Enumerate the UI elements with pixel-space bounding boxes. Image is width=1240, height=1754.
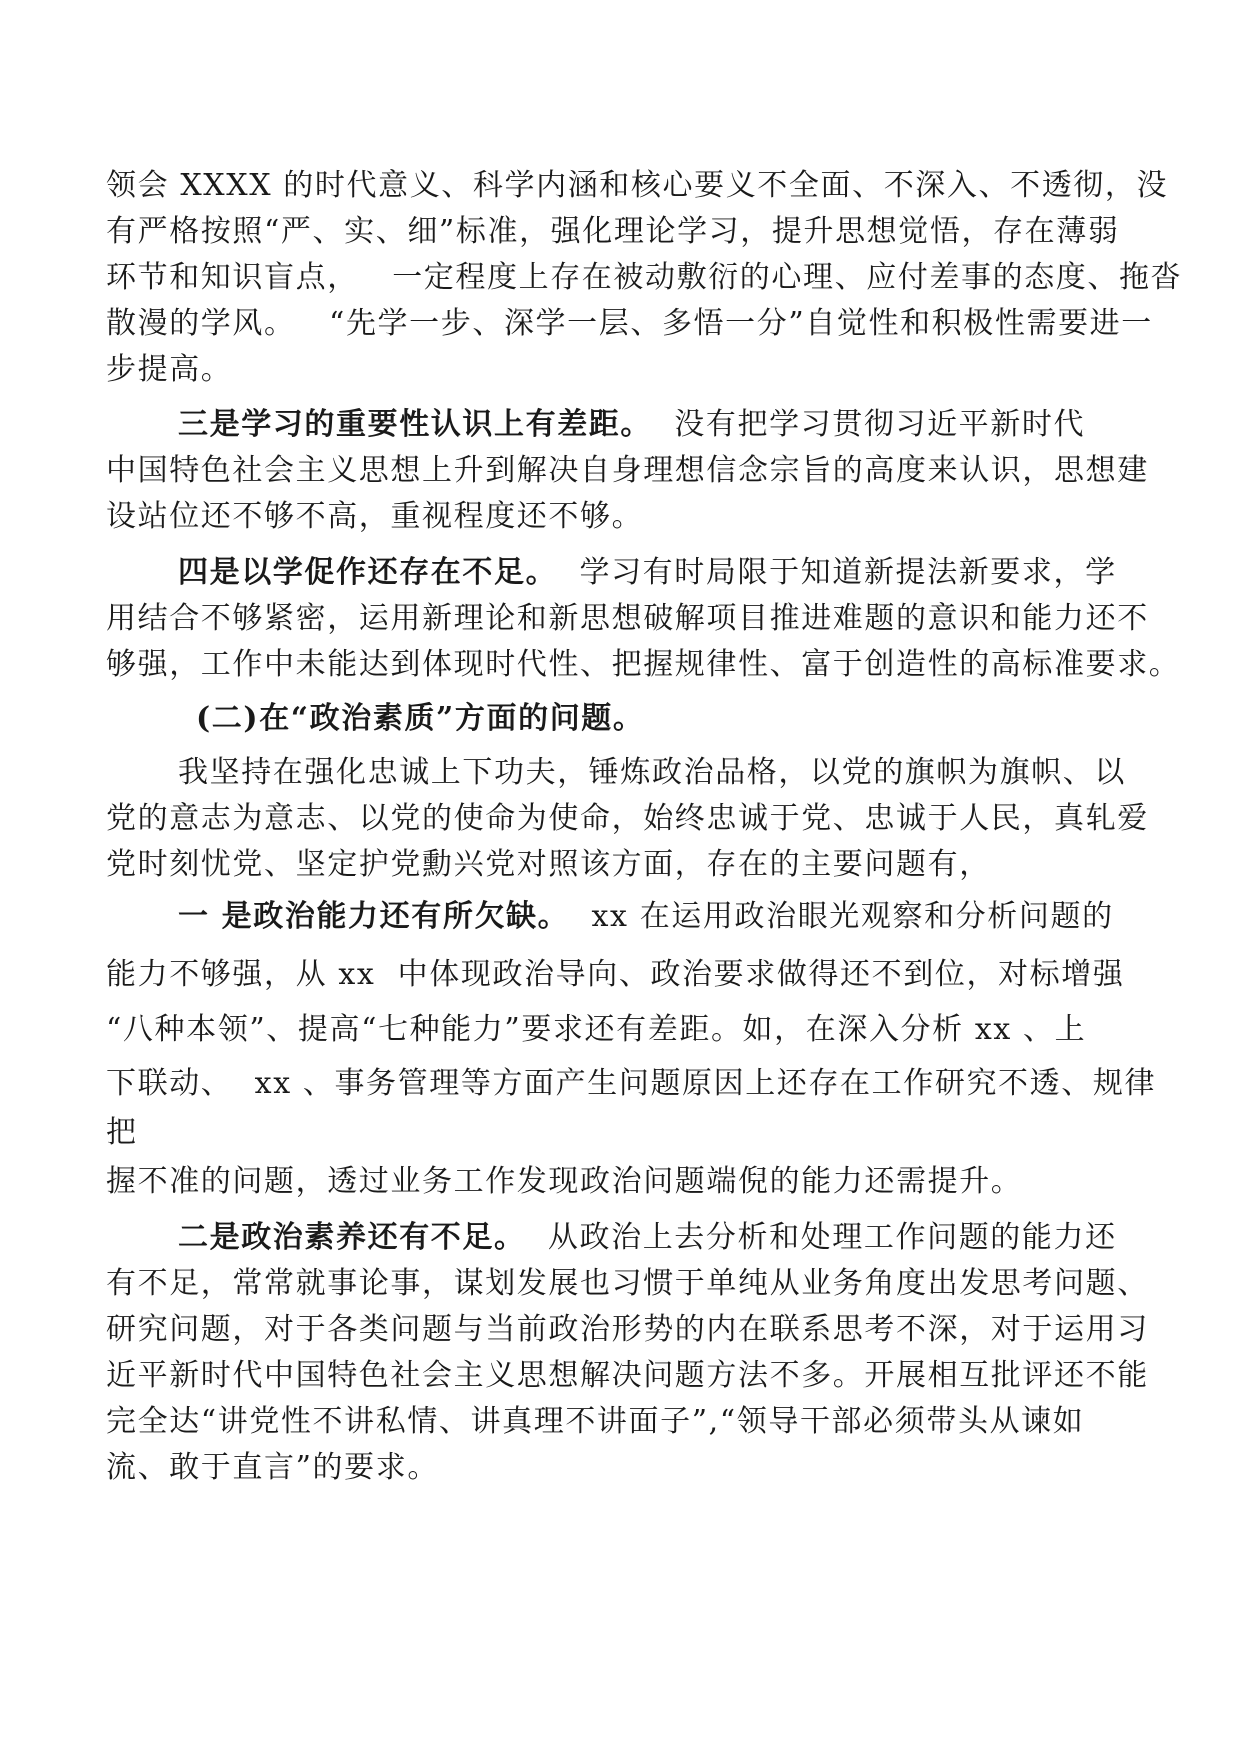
paragraph-line: 环节和知识盲点， 一定程度上存在被动敷衍的心理、应付差事的态度、拖沓 xyxy=(106,260,1183,295)
paragraph-line: 近平新时代中国特色社会主义思想解决问题方法不多。开展相互批评还不能 xyxy=(106,1358,1149,1393)
paragraph-line: 步提高。 xyxy=(106,352,233,387)
paragraph-text: xx 在运用政治眼光观察和分析问题的 xyxy=(591,899,1114,934)
paragraph-line: 领会 XXXX 的时代意义、科学内涵和核心要义不全面、不深入、不透彻，没 xyxy=(106,168,1169,203)
paragraph-line: 下联动、 xx 、事务管理等方面产生问题原因上还存在工作研究不透、规律 xyxy=(106,1066,1157,1101)
paragraph-heading: 四是以学促作还存在不足。 xyxy=(178,555,558,590)
paragraph-line: 散漫的学风。 “先学一步、深学一层、多悟一分”自觉性和积极性需要进一 xyxy=(106,306,1153,341)
paragraph-line: 完全达“讲党性不讲私情、讲真理不讲面子”,“领导干部必须带头从谏如 xyxy=(106,1404,1085,1439)
paragraph-line: 党的意志为意志、以党的使命为使命，始终忠诚于党、忠诚于人民，真轧爱 xyxy=(106,801,1149,836)
paragraph-line: 有不足，常常就事论事，谋划发展也习惯于单纯从业务角度出发思考问题、 xyxy=(106,1266,1149,1301)
paragraph-line xyxy=(178,405,1085,445)
paragraph-line: 中国特色社会主义思想上升到解决自身理想信念宗旨的高度来认识，思想建 xyxy=(106,453,1149,488)
paragraph-line: 用结合不够紧密，运用新理论和新思想破解项目推进难题的意识和能力还不 xyxy=(106,601,1149,636)
paragraph-line: 流、敢于直言”的要求。 xyxy=(106,1450,439,1485)
paragraph-line: 有严格按照“严、实、细”标准，强化理论学习，提升思想觉悟，存在薄弱 xyxy=(106,214,1120,249)
paragraph-text: 没有把学习贯彻习近平新时代 xyxy=(674,407,1086,442)
paragraph-text: 学习有时局限于知道新提法新要求，学 xyxy=(579,555,1117,590)
paragraph-line: 党时刻忧党、坚定护党勳兴党对照该方面，存在的主要问题有， xyxy=(106,847,991,882)
paragraph-line: 我坚持在强化忠诚上下功夫，锤炼政治品格，以党的旗帜为旗帜、以 xyxy=(178,755,1126,790)
paragraph-line: 把 xyxy=(106,1115,138,1150)
paragraph-line: 设站位还不够不高，重视程度还不够。 xyxy=(106,499,644,534)
paragraph-line xyxy=(178,1218,1117,1258)
paragraph-line: 够强，工作中未能达到体现时代性、把握规律性、富于创造性的高标准要求。 xyxy=(106,647,1181,682)
paragraph-text: 从政治上去分析和处理工作问题的能力还 xyxy=(547,1220,1117,1255)
paragraph-line xyxy=(178,897,1114,937)
paragraph-line xyxy=(178,553,1117,593)
section-title: (二)在“政治素质”方面的问题。 xyxy=(196,701,645,736)
paragraph-heading: 二是政治素养还有不足。 xyxy=(178,1220,526,1255)
paragraph-heading: 一 是政治能力还有所欠缺。 xyxy=(178,899,570,934)
paragraph-heading: 三是学习的重要性认识上有差距。 xyxy=(178,407,652,442)
paragraph-line: 能力不够强，从 xx 中体现政治导向、政治要求做得还不到位，对标增强 xyxy=(106,957,1125,992)
paragraph-line: “八种本领”、提高“七种能力”要求还有差距。如，在深入分析 xx 、上 xyxy=(106,1012,1087,1047)
paragraph-line: 握不准的问题，透过业务工作发现政治问题端倪的能力还需提升。 xyxy=(106,1164,1023,1199)
paragraph-line: 研究问题，对于各类问题与当前政治形势的内在联系思考不深，对于运用习 xyxy=(106,1312,1149,1347)
